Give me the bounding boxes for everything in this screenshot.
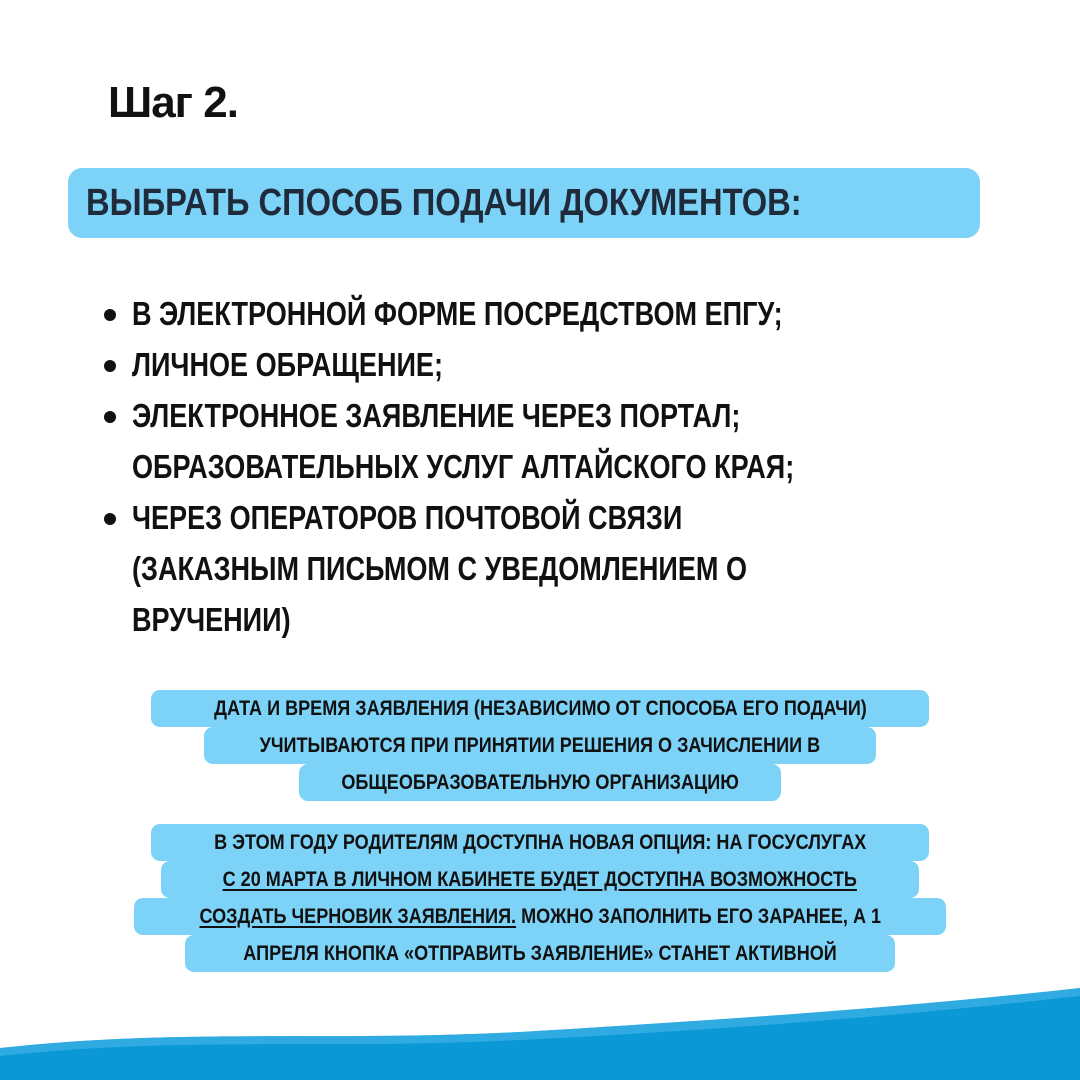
submission-methods-list xyxy=(100,288,1000,645)
note-line xyxy=(161,861,919,898)
bullet-icon xyxy=(104,309,116,321)
note-line-text: УЧИТЫВАЮТСЯ ПРИ ПРИНЯТИИ РЕШЕНИЯ О ЗАЧИСЛЕНИИ В xyxy=(259,734,821,757)
note-line xyxy=(204,727,876,764)
list-item-text: ЧЕРЕЗ ОПЕРАТОРОВ ПОЧТОВОЙ СВЯЗИ xyxy=(132,499,683,536)
headline-text: ВЫБРАТЬ СПОСОБ ПОДАЧИ ДОКУМЕНТОВ: xyxy=(86,181,802,224)
note-line xyxy=(134,898,947,935)
note-line-text: В ЭТОМ ГОДУ РОДИТЕЛЯМ ДОСТУПНА НОВАЯ ОПЦИЯ: НА ГОСУСЛУГАХ xyxy=(213,831,867,854)
step-title: Шаг 2. xyxy=(108,78,238,127)
list-item-text: ЛИЧНОЕ ОБРАЩЕНИЕ; xyxy=(132,346,443,383)
note-line xyxy=(151,690,930,727)
note-line-text: ОБЩЕОБРАЗОВАТЕЛЬНУЮ ОРГАНИЗАЦИЮ xyxy=(341,771,739,794)
list-item-text: ЭЛЕКТРОННОЕ ЗАЯВЛЕНИЕ ЧЕРЕЗ ПОРТАЛ; xyxy=(132,397,741,434)
note-line-text: АПРЕЛЯ КНОПКА «ОТПРАВИТЬ ЗАЯВЛЕНИЕ» СТАНЕТ АКТИВНОЙ xyxy=(243,942,837,965)
date-time-note xyxy=(40,690,1040,801)
list-item-text: ОБРАЗОВАТЕЛЬНЫХ УСЛУГ АЛТАЙСКОГО КРАЯ; xyxy=(132,448,795,485)
headline-banner xyxy=(68,168,980,238)
note-underlined-text: СОЗДАТЬ ЧЕРНОВИК ЗАЯВЛЕНИЯ. xyxy=(199,905,516,928)
note-line xyxy=(299,764,781,801)
note-line xyxy=(151,824,929,861)
list-item-text: В ЭЛЕКТРОННОЙ ФОРМЕ ПОСРЕДСТВОМ ЕПГУ; xyxy=(132,295,783,332)
list-item xyxy=(100,288,1000,339)
list-item xyxy=(100,339,1000,390)
note-underlined-text: С 20 МАРТА В ЛИЧНОМ КАБИНЕТЕ БУДЕТ ДОСТУПНА ВОЗМОЖНОСТЬ xyxy=(222,868,858,891)
list-item xyxy=(100,492,1000,645)
list-item xyxy=(100,390,1000,492)
bottom-wave-decoration xyxy=(0,970,1080,1080)
note-line xyxy=(185,935,895,972)
list-item-text: (ЗАКАЗНЫМ ПИСЬМОМ С УВЕДОМЛЕНИЕМ О xyxy=(132,550,748,587)
note-line-text: МОЖНО ЗАПОЛНИТЬ ЕГО ЗАРАНЕЕ, А 1 xyxy=(515,905,881,928)
note-line-text: ДАТА И ВРЕМЯ ЗАЯВЛЕНИЯ (НЕЗАВИСИМО ОТ СПОСОБА ЕГО ПОДАЧИ) xyxy=(213,697,867,720)
bullet-icon xyxy=(104,411,116,423)
bullet-icon xyxy=(104,360,116,372)
list-item-text: ВРУЧЕНИИ) xyxy=(132,601,291,638)
bullet-icon xyxy=(104,513,116,525)
new-option-note xyxy=(40,824,1040,972)
